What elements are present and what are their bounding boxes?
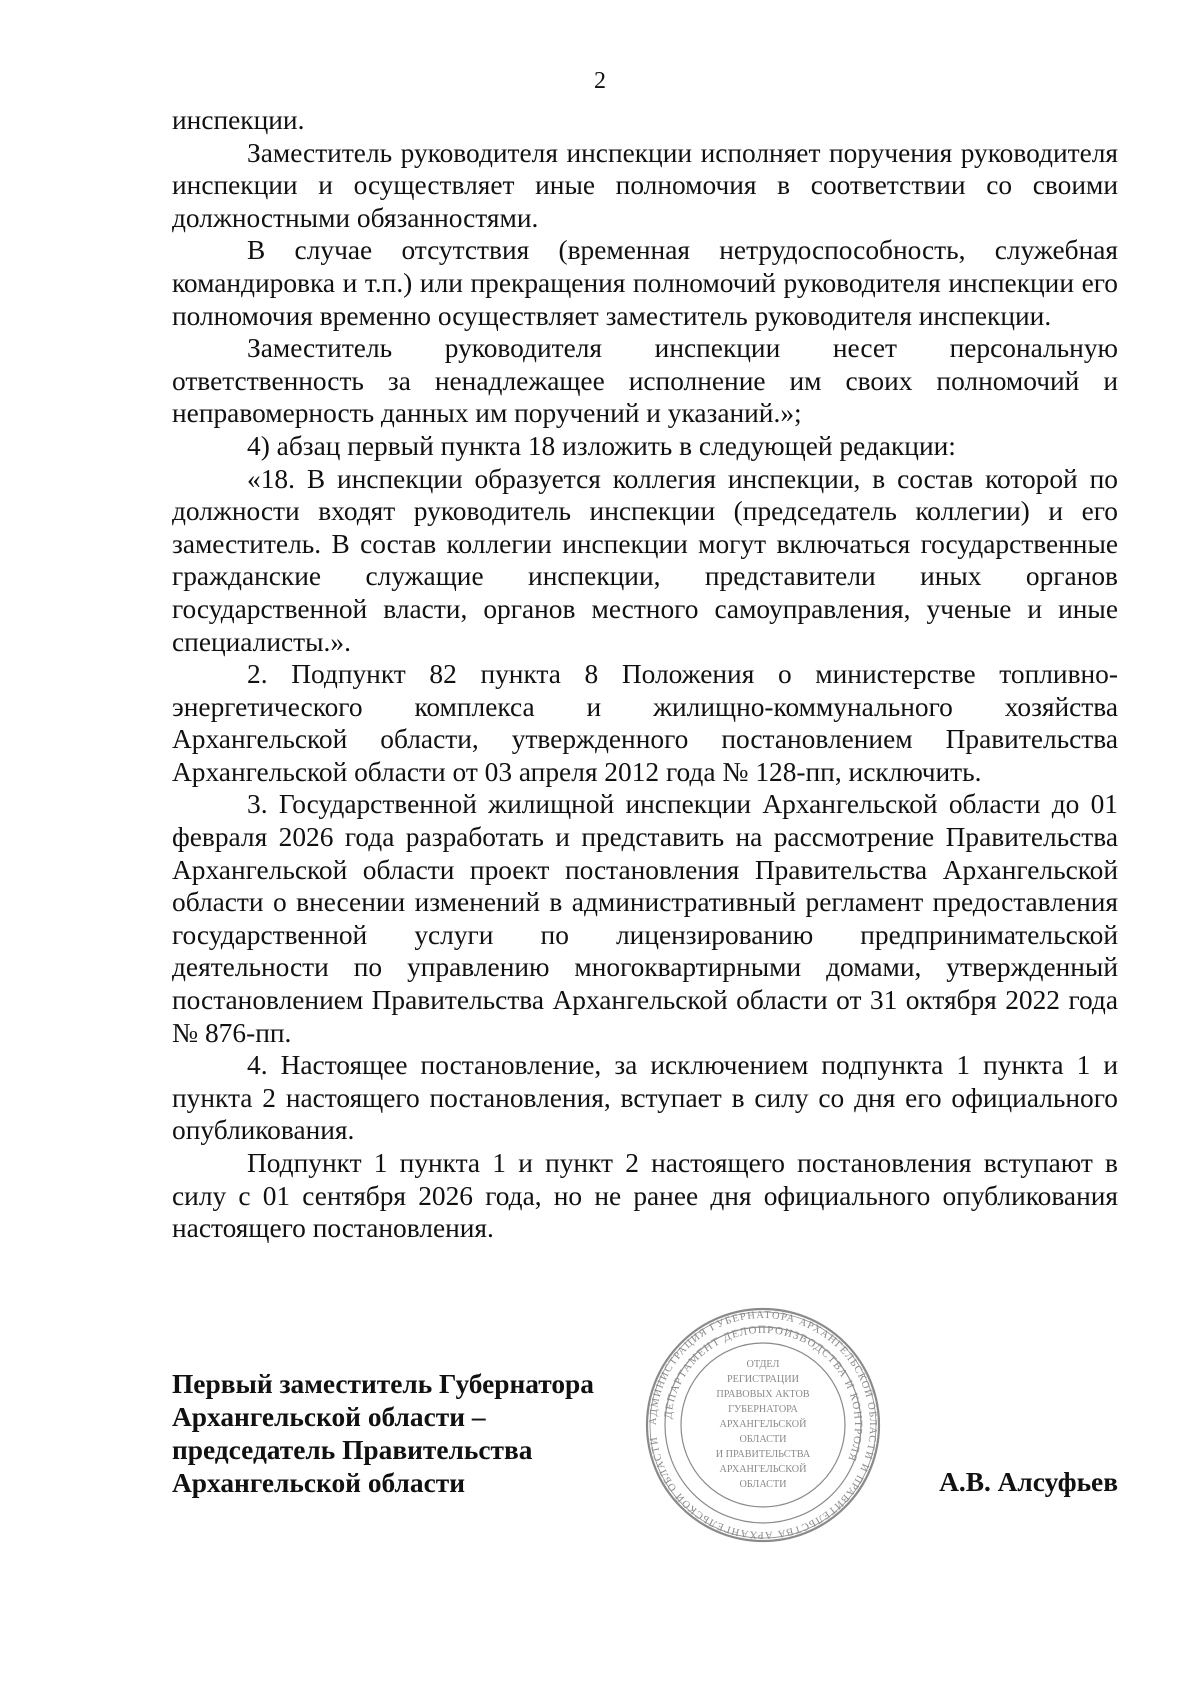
stamp-inner-line: АРХАНГЕЛЬСКОЙ xyxy=(719,1419,807,1430)
paragraph-absence: В случае отсутствия (временная нетрудоспособность, служебная командировка и т.п.) или прекращения полномочий руководителя инспекции его полномочия временно осуществляет заместитель руководителя инспекции. xyxy=(172,235,1118,331)
stamp-inner-line: ОБЛАСТИ xyxy=(739,1434,787,1445)
paragraph-point-2: 2. Подпункт 82 пункта 8 Положения о министерстве топливно-энергетического комплекса и жилищно-коммунального хозяйства Архангельской области, утвержденного постановлением Правительства Архангельской области от 03 апреля 2012 года № 128-пп, исключить. xyxy=(172,659,1118,787)
stamp-inner-line: ОТДЕЛ xyxy=(746,1359,780,1370)
signature-position xyxy=(172,1368,632,1500)
paragraph-deputy-duties: Заместитель руководителя инспекции исполняет поручения руководителя инспекции и осуществляет иные полномочия в соответствии со своими должностными обязанностями. xyxy=(172,137,1118,233)
position-line: Архангельской области xyxy=(172,1468,465,1498)
paragraph-responsibility: Заместитель руководителя инспекции несет персональную ответственность за ненадлежащее исполнение им своих полномочий и неправомерность данных им поручений и указаний.»; xyxy=(172,333,1118,429)
paragraph-continuation: инспекции. xyxy=(172,105,305,135)
document-body xyxy=(172,104,1118,1245)
position-line: Первый заместитель Губернатора xyxy=(172,1369,594,1399)
stamp-inner-line: И ПРАВИТЕЛЬСТВА xyxy=(715,1449,811,1460)
stamp-inner-line: АРХАНГЕЛЬСКОЙ xyxy=(719,1464,807,1475)
official-stamp xyxy=(643,1305,883,1545)
paragraph-point-4: 4. Настоящее постановление, за исключением подпункта 1 пункта 1 и пункта 2 настоящего постановления, вступает в силу со дня его официального опубликования. xyxy=(172,1050,1118,1146)
stamp-inner-line: ОБЛАСТИ xyxy=(739,1479,787,1490)
stamp-outer-text: АДМИНИСТРАЦИЯ ГУБЕРНАТОРА АРХАНГЕЛЬСКОЙ ОБЛАСТИ И ПРАВИТЕЛЬСТВА АРХАНГЕЛЬСКОЙ ОБЛАСТИ xyxy=(647,1309,879,1541)
signer-name: А.В. Алсуфьев xyxy=(939,1467,1118,1497)
stamp-inner-line: ГУБЕРНАТОРА xyxy=(728,1404,798,1415)
paragraph-point-3: 3. Государственной жилищной инспекции Архангельской области до 01 февраля 2026 года разработать и представить на рассмотрение Правительства Архангельской области проект постановления Правительства Архангельской области о внесении изменений в административный регламент предоставления государственной услуги по лицензированию предпринимательской деятельности по управлению многоквартирными домами, утвержденный постановлением Правительства Архангельской области от 31 октября 2022 года № 876-пп. xyxy=(172,789,1118,1048)
stamp-inner-line: РЕГИСТРАЦИИ xyxy=(727,1374,799,1385)
page-number: 2 xyxy=(594,68,606,94)
position-line: Архангельской области – xyxy=(172,1402,486,1432)
paragraph-item-4: 4) абзац первый пункта 18 изложить в следующей редакции: xyxy=(247,430,956,461)
paragraph-collegium: «18. В инспекции образуется коллегия инспекции, в состав которой по должности входят руководитель инспекции (председатель коллегии) и его заместитель. В состав коллегии инспекции могут включаться государственные гражданские служащие инспекции, представители иных органов государственной власти, органов местного самоуправления, ученые и иные специалисты.». xyxy=(172,463,1118,657)
paragraph-entry-into-force: Подпункт 1 пункта 1 и пункт 2 настоящего постановления вступают в силу с 01 сентября 2026 года, но не ранее дня официального опубликования настоящего постановления. xyxy=(172,1148,1118,1244)
stamp-middle-text: ДЕПАРТАМЕНТ ДЕЛОПРОИЗВОДСТВА И КОНТРОЛЯ xyxy=(662,1323,865,1464)
stamp-inner-line: ПРАВОВЫХ АКТОВ xyxy=(716,1389,810,1400)
position-line: председатель Правительства xyxy=(172,1435,533,1465)
